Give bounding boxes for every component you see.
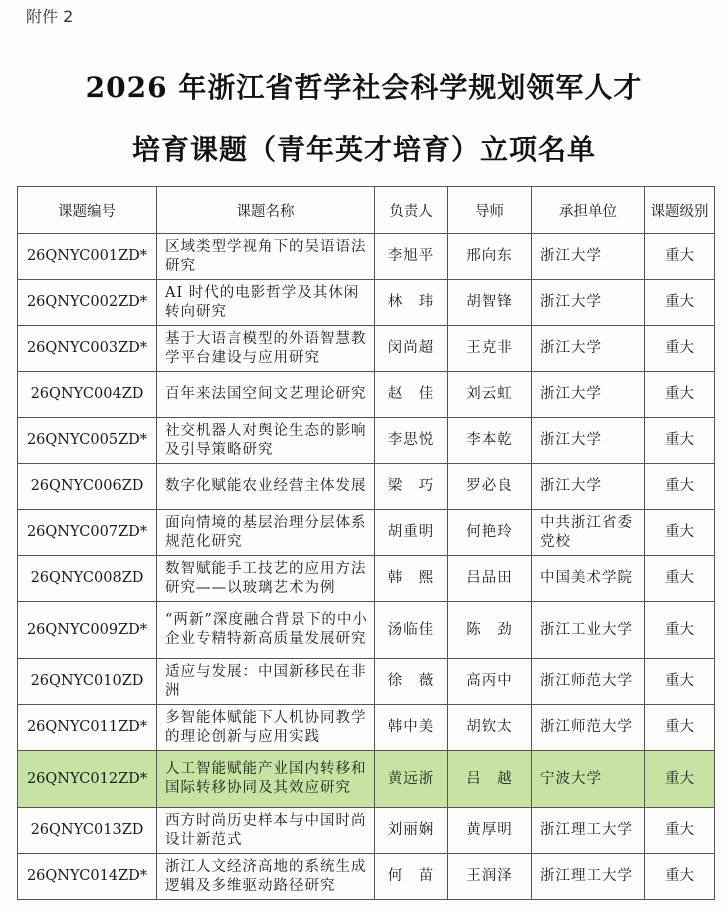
cell-unit: 浙江工业大学 bbox=[532, 602, 645, 659]
cell-level: 重大 bbox=[645, 280, 715, 326]
cell-level: 重大 bbox=[645, 751, 715, 808]
cell-leader: 何 苗 bbox=[375, 854, 448, 900]
table-row bbox=[18, 234, 715, 280]
cell-level: 重大 bbox=[645, 326, 715, 372]
cell-name: 西方时尚历史样本与中国时尚设计新范式 bbox=[157, 808, 375, 854]
cell-code: 26QNYC012ZD* bbox=[18, 751, 157, 808]
cell-mentor: 王克非 bbox=[448, 326, 532, 372]
cell-unit: 浙江师范大学 bbox=[532, 705, 645, 751]
cell-level: 重大 bbox=[645, 464, 715, 510]
cell-code: 26QNYC003ZD* bbox=[18, 326, 157, 372]
header-mentor: 导师 bbox=[448, 187, 532, 234]
cell-code: 26QNYC011ZD* bbox=[18, 705, 157, 751]
page-title-line1: 2026 年浙江省哲学社会科学规划领军人才 bbox=[85, 71, 643, 104]
cell-leader: 黄远浙 bbox=[375, 751, 448, 808]
header-code: 课题编号 bbox=[18, 187, 157, 234]
cell-level: 重大 bbox=[645, 659, 715, 705]
table-row-highlighted bbox=[18, 751, 715, 808]
cell-level: 重大 bbox=[645, 418, 715, 464]
cell-code: 26QNYC008ZD bbox=[18, 556, 157, 602]
cell-code: 26QNYC014ZD* bbox=[18, 854, 157, 900]
cell-mentor: 刘云虹 bbox=[448, 372, 532, 418]
table-row bbox=[18, 326, 715, 372]
cell-leader: 李思悦 bbox=[375, 418, 448, 464]
cell-leader: 刘丽娴 bbox=[375, 808, 448, 854]
table-row bbox=[18, 372, 715, 418]
cell-name: 百年来法国空间文艺理论研究 bbox=[157, 372, 375, 418]
cell-code: 26QNYC010ZD bbox=[18, 659, 157, 705]
cell-name: 多智能体赋能下人机协同教学的理论创新与应用实践 bbox=[157, 705, 375, 751]
cell-level: 重大 bbox=[645, 510, 715, 556]
cell-unit: 浙江理工大学 bbox=[532, 808, 645, 854]
cell-level: 重大 bbox=[645, 372, 715, 418]
cell-unit: 浙江大学 bbox=[532, 234, 645, 280]
cell-level: 重大 bbox=[645, 602, 715, 659]
cell-leader: 李旭平 bbox=[375, 234, 448, 280]
header-unit: 承担单位 bbox=[532, 187, 645, 234]
cell-mentor: 李本乾 bbox=[448, 418, 532, 464]
cell-level: 重大 bbox=[645, 705, 715, 751]
cell-level: 重大 bbox=[645, 808, 715, 854]
cell-name: AI 时代的电影哲学及其休闲转向研究 bbox=[157, 280, 375, 326]
cell-unit: 浙江师范大学 bbox=[532, 659, 645, 705]
attachment-label: 附件 2 bbox=[26, 7, 74, 26]
cell-leader: 闵尚超 bbox=[375, 326, 448, 372]
cell-code: 26QNYC013ZD bbox=[18, 808, 157, 854]
project-list-table bbox=[17, 186, 715, 900]
table-row bbox=[18, 280, 715, 326]
cell-unit: 浙江大学 bbox=[532, 280, 645, 326]
cell-level: 重大 bbox=[645, 234, 715, 280]
cell-name: 社交机器人对舆论生态的影响及引导策略研究 bbox=[157, 418, 375, 464]
cell-mentor: 胡智锋 bbox=[448, 280, 532, 326]
cell-code: 26QNYC001ZD* bbox=[18, 234, 157, 280]
cell-name: 区域类型学视角下的吴语语法研究 bbox=[157, 234, 375, 280]
cell-mentor: 何艳玲 bbox=[448, 510, 532, 556]
cell-unit: 浙江大学 bbox=[532, 326, 645, 372]
table-row bbox=[18, 602, 715, 659]
cell-name: “两新”深度融合背景下的中小企业专精特新高质量发展研究 bbox=[157, 602, 375, 659]
cell-mentor: 吕 越 bbox=[448, 751, 532, 808]
cell-leader: 赵 佳 bbox=[375, 372, 448, 418]
cell-mentor: 胡钦太 bbox=[448, 705, 532, 751]
cell-unit: 宁波大学 bbox=[532, 751, 645, 808]
cell-leader: 林 玮 bbox=[375, 280, 448, 326]
table-row bbox=[18, 556, 715, 602]
cell-leader: 汤临佳 bbox=[375, 602, 448, 659]
cell-mentor: 高丙中 bbox=[448, 659, 532, 705]
table-row bbox=[18, 464, 715, 510]
header-level: 课题级别 bbox=[645, 187, 715, 234]
cell-unit: 浙江大学 bbox=[532, 418, 645, 464]
cell-mentor: 陈 劲 bbox=[448, 602, 532, 659]
cell-code: 26QNYC009ZD* bbox=[18, 602, 157, 659]
cell-leader: 韩中美 bbox=[375, 705, 448, 751]
table-row bbox=[18, 854, 715, 900]
cell-code: 26QNYC006ZD bbox=[18, 464, 157, 510]
cell-leader: 梁 巧 bbox=[375, 464, 448, 510]
table-row bbox=[18, 510, 715, 556]
header-name: 课题名称 bbox=[157, 187, 375, 234]
cell-name: 浙江人文经济高地的系统生成逻辑及多维驱动路径研究 bbox=[157, 854, 375, 900]
cell-level: 重大 bbox=[645, 556, 715, 602]
table-row bbox=[18, 705, 715, 751]
cell-code: 26QNYC005ZD* bbox=[18, 418, 157, 464]
cell-code: 26QNYC002ZD* bbox=[18, 280, 157, 326]
cell-mentor: 黄厚明 bbox=[448, 808, 532, 854]
cell-mentor: 王润泽 bbox=[448, 854, 532, 900]
cell-name: 数智赋能手工技艺的应用方法研究——以玻璃艺术为例 bbox=[157, 556, 375, 602]
cell-code: 26QNYC007ZD* bbox=[18, 510, 157, 556]
cell-leader: 胡重明 bbox=[375, 510, 448, 556]
cell-mentor: 罗必良 bbox=[448, 464, 532, 510]
table-row bbox=[18, 418, 715, 464]
cell-code: 26QNYC004ZD bbox=[18, 372, 157, 418]
page-title-line2: 培育课题（青年英才培育）立项名单 bbox=[131, 133, 596, 166]
cell-leader: 徐 薇 bbox=[375, 659, 448, 705]
cell-name: 适应与发展：中国新移民在非洲 bbox=[157, 659, 375, 705]
header-leader: 负责人 bbox=[375, 187, 448, 234]
cell-unit: 浙江大学 bbox=[532, 464, 645, 510]
table-row bbox=[18, 808, 715, 854]
cell-name: 基于大语言模型的外语智慧教学平台建设与应用研究 bbox=[157, 326, 375, 372]
cell-name: 面向情境的基层治理分层体系规范化研究 bbox=[157, 510, 375, 556]
cell-mentor: 邢向东 bbox=[448, 234, 532, 280]
cell-unit: 浙江大学 bbox=[532, 372, 645, 418]
table-row bbox=[18, 659, 715, 705]
cell-mentor: 吕品田 bbox=[448, 556, 532, 602]
cell-leader: 韩 熙 bbox=[375, 556, 448, 602]
cell-unit: 浙江理工大学 bbox=[532, 854, 645, 900]
cell-unit: 中国美术学院 bbox=[532, 556, 645, 602]
cell-level: 重大 bbox=[645, 854, 715, 900]
cell-name: 人工智能赋能产业国内转移和国际转移协同及其效应研究 bbox=[157, 751, 375, 808]
table-header-row bbox=[18, 187, 715, 234]
cell-name: 数字化赋能农业经营主体发展 bbox=[157, 464, 375, 510]
cell-unit: 中共浙江省委党校 bbox=[532, 510, 645, 556]
